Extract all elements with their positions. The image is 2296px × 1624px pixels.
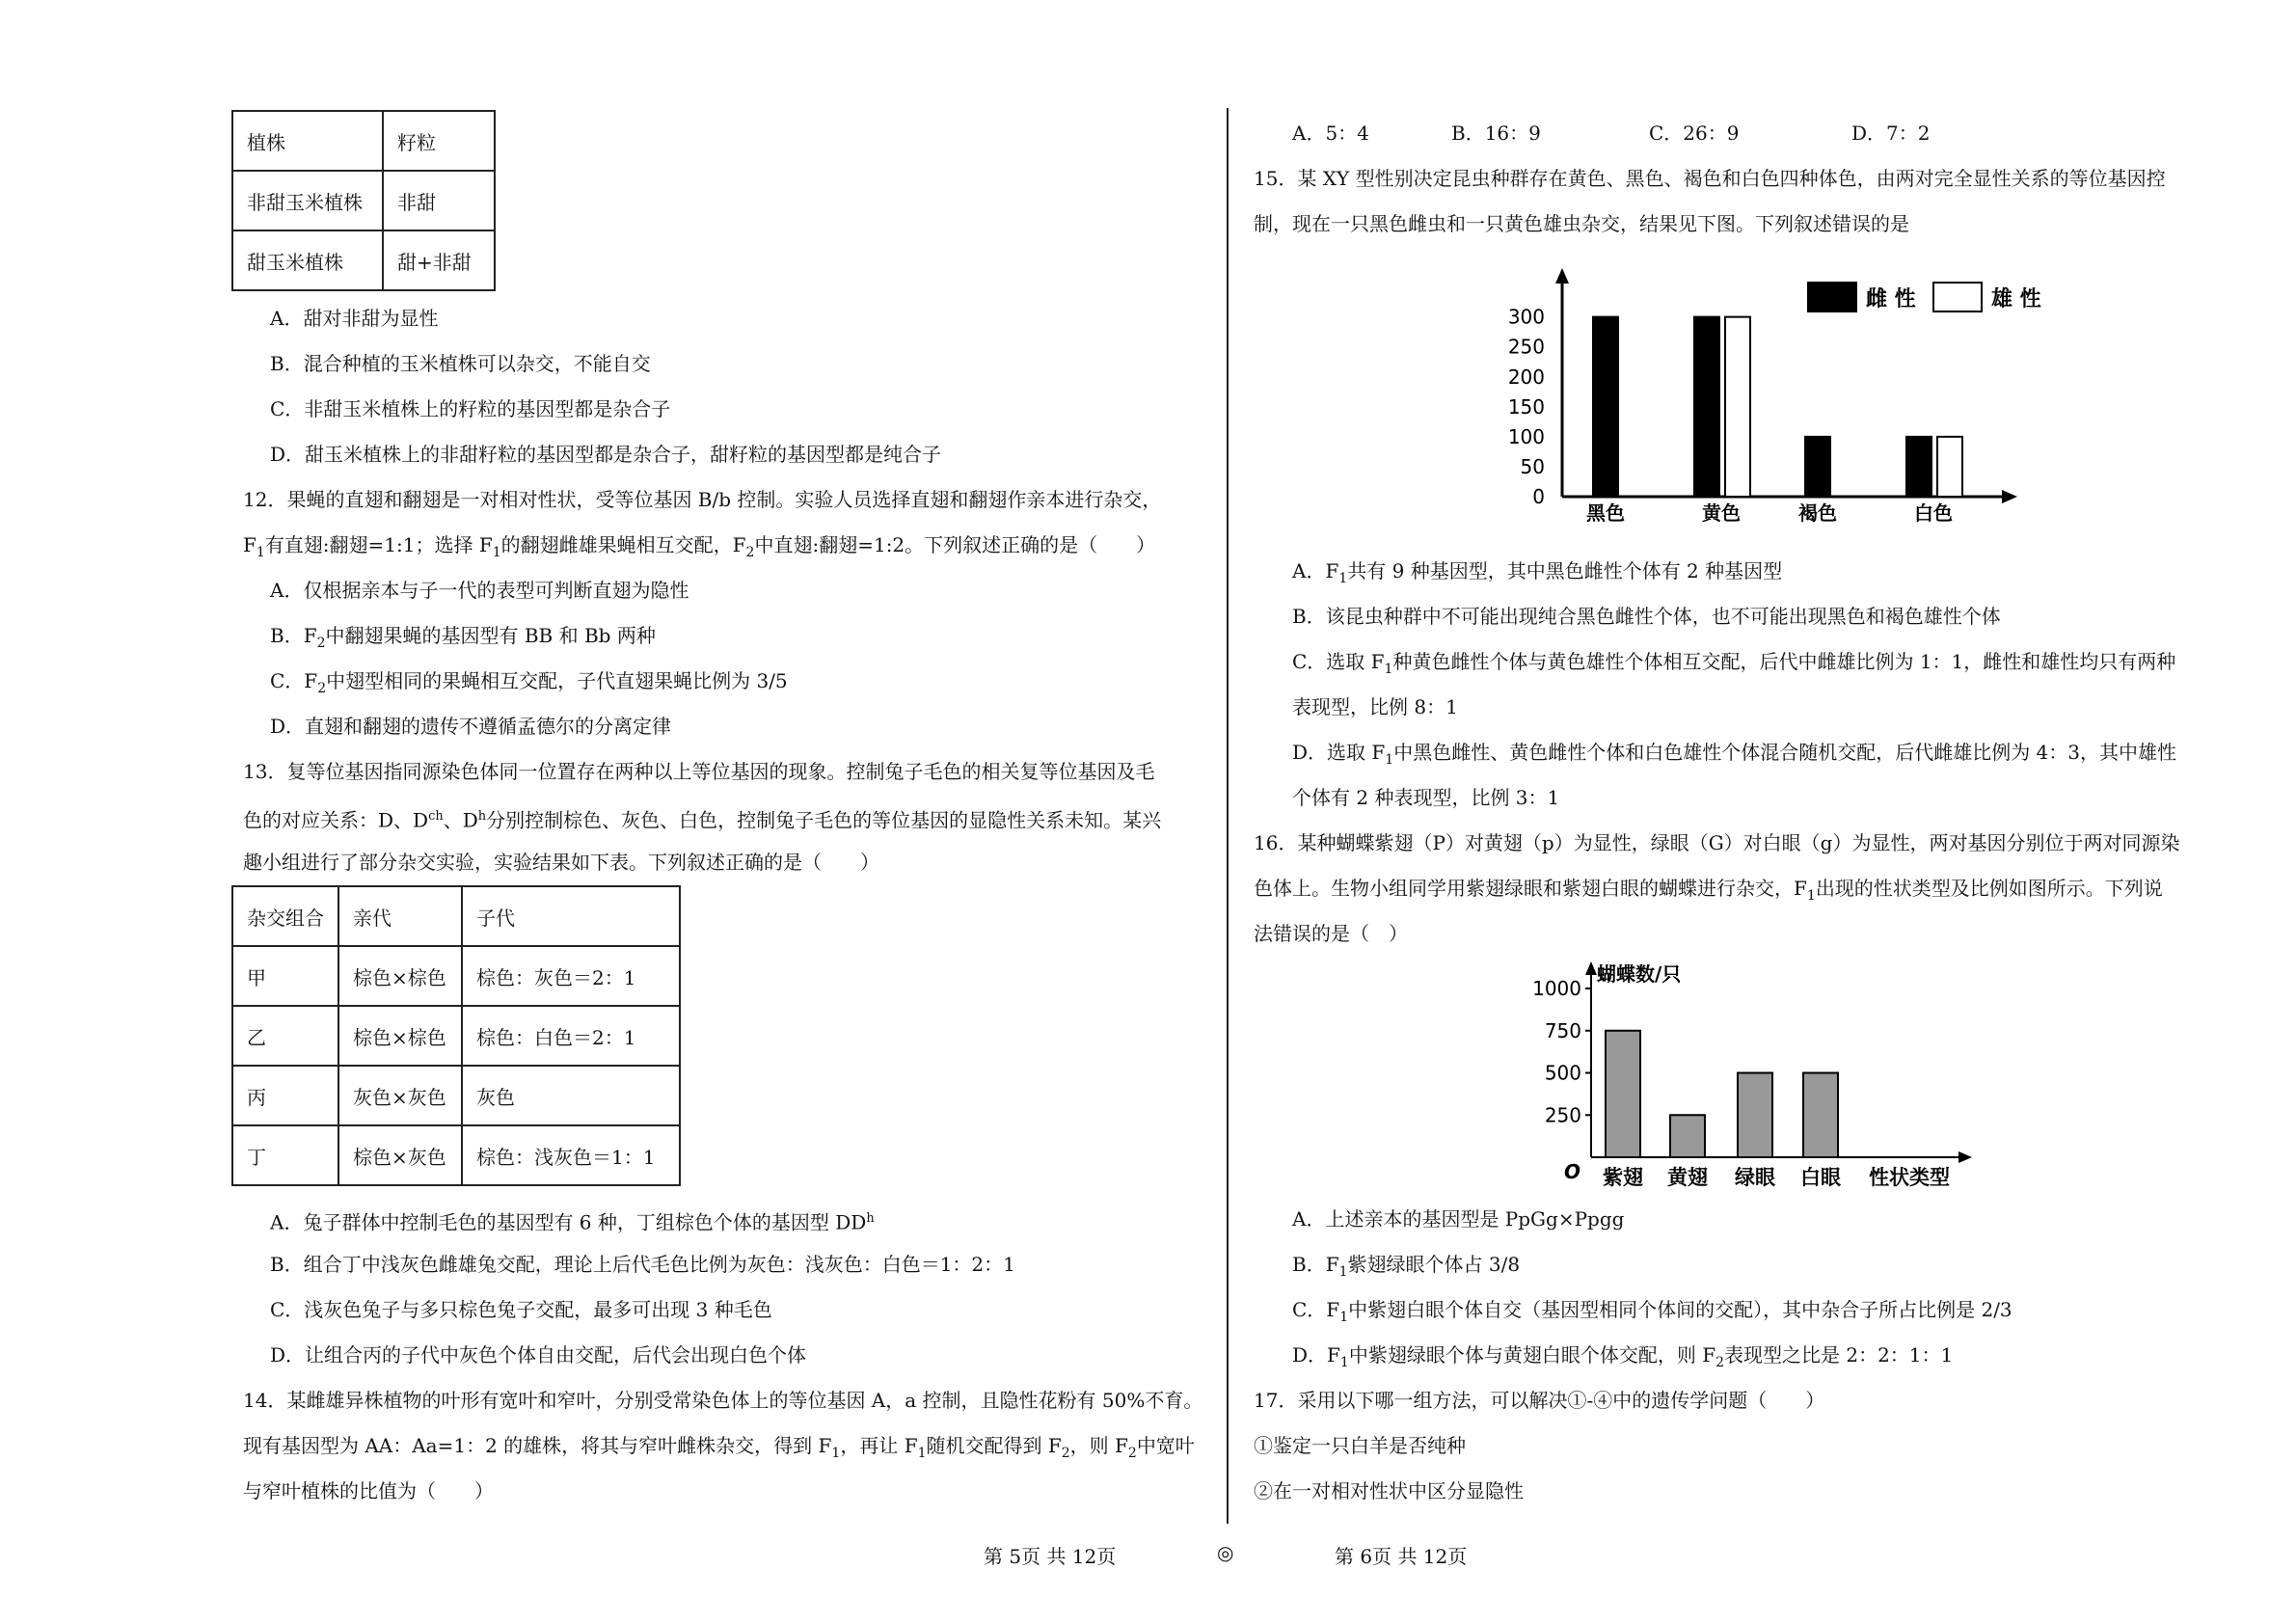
table-row [232,1006,680,1066]
q11-option-b: B．混合种植的玉米植株可以杂交，不能自交 [270,352,651,375]
table-cell: 棕色：白色＝2：1 [462,1006,680,1066]
q12-option-d: D．直翅和翻翅的遗传不遵循孟德尔的分离定律 [270,715,672,738]
y-tick-label: 500 [1544,1061,1581,1085]
footer-center-mark: ◎ [1217,1541,1234,1564]
butterfly-trait-chart [1504,960,1986,1196]
q13-stem-line1: 13．复等位基因指同源染色体同一位置存在两种以上等位基因的现象。控制兔子毛色的相关复等位基因及毛 [243,760,1155,783]
x-tick-label: 褐色 [1798,501,1837,525]
y-tick-label: 150 [1507,394,1545,419]
table-cell: 甲 [232,946,338,1006]
q14-stem-line1: 14．某雌雄异株植物的叶形有宽叶和窄叶，分别受常染色体上的等位基因 A，a 控制，且隐性花粉有 50%不育。 [243,1389,1203,1412]
q15-option-d: D．选取 $F_1$中黑色雌性、黄色雌性个体和白色雄性个体混合随机交配，后代雌雄比例为 4：3，其中雄性 [1292,741,2177,768]
bar [1606,1031,1640,1157]
q14-stem-line3: 与窄叶植株的比值为（ ） [243,1479,494,1502]
table-cell: 棕色×灰色 [338,1125,462,1185]
table-row [232,886,680,946]
y-axis-title: 蝴蝶数/只 [1597,962,1682,986]
bar-female [1694,317,1719,497]
q16-stem-line3: 法错误的是（ ） [1254,922,1408,945]
q17-stem: 17．采用以下哪一组方法，可以解决①-④中的遗传学问题（ ） [1254,1389,1825,1412]
q17-item-1: ①鉴定一只白羊是否纯种 [1254,1434,1466,1457]
q13-option-b: B．组合丁中浅灰色雌雄兔交配，理论上后代毛色比例为灰色：浅灰色：白色＝1：2：1 [270,1253,1015,1276]
legend-swatch-male [1933,283,1982,311]
x-tick-label: 黑色 [1586,501,1625,525]
bar [1803,1073,1838,1158]
table-row [232,111,495,171]
y-axis-arrow [1585,961,1597,975]
corn-table [231,110,496,291]
q14-stem-line2: 现有基因型为 AA：Aa=1：2 的雄株，将其与窄叶雌株杂交，得到 $F_1$，再让 $F_1$随机交配得到 $F_2$，则 $F_2$中宽叶 [243,1434,1195,1461]
table-cell: 甜+非甜 [383,230,495,290]
y-tick-label: 750 [1544,1018,1581,1042]
legend-label-male: 雄 性 [1991,287,2041,311]
q14-option-d: D．7：2 [1851,122,1931,145]
table-cell: 乙 [232,1006,338,1066]
y-tick-label: 50 [1520,454,1545,478]
q16-option-c: C．$F_1$中紫翅白眼个体自交（基因型相同个体间的交配），其中杂合子所占比例是 2/3 [1292,1298,2012,1325]
table-cell: 棕色：灰色＝2：1 [462,946,680,1006]
y-tick-label: 250 [1507,335,1545,359]
q16-option-b: B．$F_1$紫翅绿眼个体占 3/8 [1292,1253,1521,1280]
table-cell: 甜玉米植株 [232,230,383,290]
table-cell: 棕色：浅灰色＝1：1 [462,1125,680,1185]
q14-option-b: B．16：9 [1451,122,1541,145]
x-tick-label: 黄色 [1702,501,1741,525]
table-row [232,171,495,230]
table-row [232,230,495,290]
table-cell: 丙 [232,1066,338,1125]
q12-stem-line1: 12．果蝇的直翅和翻翅是一对相对性状，受等位基因 B/b 控制。实验人员选择直翅和翻翅作亲本进行杂交， [243,488,1162,511]
x-tick-label: 白眼 [1800,1166,1841,1189]
bar-female [1906,437,1931,497]
y-tick-label: 300 [1507,305,1545,329]
bar-female [1805,437,1830,497]
y-tick-label: 1000 [1532,977,1581,1000]
table-row [232,1125,680,1185]
q11-option-a: A．甜对非甜为显性 [270,307,439,330]
footer-page-left: 第 5页 共 12页 [984,1545,1117,1568]
rabbit-cross-table [231,885,681,1186]
x-axis-arrow [2002,490,2017,503]
q13-stem-line2: 色的对应关系：D、$D^{ch}$、$D^h$分别控制棕色、灰色、白色，控制兔子毛色的等位基因的显隐性关系未知。某兴 [243,808,1162,832]
y-axis-arrow [1555,268,1569,284]
bar-female [1593,317,1618,497]
bar [1738,1073,1772,1158]
q13-option-c: C．浅灰色兔子与多只棕色兔子交配，最多可出现 3 种毛色 [270,1298,772,1321]
q11-option-d: D．甜玉米植株上的非甜籽粒的基因型都是杂合子，甜籽粒的基因型都是纯合子 [270,443,942,466]
q15-option-c: C．选取 $F_1$种黄色雌性个体与黄色雄性个体相互交配，后代中雌雄比例为 1：1，雌性和雄性均只有两种 [1292,650,2176,677]
origin-label: O [1564,1160,1581,1183]
y-tick-label: 250 [1544,1103,1581,1127]
insect-color-chart [1446,265,2041,526]
legend-label-female: 雌 性 [1866,287,1916,311]
table-cell: 棕色×棕色 [338,1006,462,1066]
q16-option-d: D．$F_1$中紫翅绿眼个体与黄翅白眼个体交配，则 $F_2$表现型之比是 2：2：1：1 [1292,1343,1954,1370]
table-row [232,946,680,1006]
x-axis-title: 性状类型 [1869,1166,1950,1189]
table-cell: 灰色 [462,1066,680,1125]
table-header-cell: 籽粒 [383,111,495,171]
q16-stem-line2: 色体上。生物小组同学用紫翅绿眼和紫翅白眼的蝴蝶进行杂交，$F_1$出现的性状类型及比例如图所示。下列说 [1254,877,2163,904]
q14-option-a: A．5：4 [1292,122,1369,145]
column-divider [1227,108,1229,1524]
q13-option-a: A．兔子群体中控制毛色的基因型有 6 种，丁组棕色个体的基因型 $DD^h$ [270,1210,875,1234]
table-cell: 非甜 [383,171,495,230]
legend-swatch-female [1808,283,1856,311]
table-header-cell: 亲代 [338,886,462,946]
table-header-cell: 子代 [462,886,680,946]
q12-option-b: B．$F_2$中翻翅果蝇的基因型有 BB 和 Bb 两种 [270,624,656,651]
y-tick-label: 0 [1532,485,1545,508]
q14-option-c: C．26：9 [1649,122,1740,145]
q16-option-a: A．上述亲本的基因型是 PpGg×Ppgg [1292,1207,1625,1231]
q13-option-d: D．让组合丙的子代中灰色个体自由交配，后代会出现白色个体 [270,1343,807,1367]
bar [1670,1115,1705,1157]
table-row [232,1066,680,1125]
q16-stem-line1: 16．某种蝴蝶紫翅（P）对黄翅（p）为显性，绿眼（G）对白眼（g）为显性，两对基因分别位于两对同源染 [1254,831,2180,854]
y-tick-label: 200 [1507,365,1545,389]
q17-item-2: ②在一对相对性状中区分显隐性 [1254,1479,1524,1502]
table-cell: 非甜玉米植株 [232,171,383,230]
q12-option-c: C．$F_2$中翅型相同的果蝇相互交配，子代直翅果蝇比例为 3/5 [270,669,788,696]
q13-stem-line3: 趣小组进行了部分杂交实验，实验结果如下表。下列叙述正确的是（ ） [243,851,879,874]
table-cell: 棕色×棕色 [338,946,462,1006]
table-header-cell: 植株 [232,111,383,171]
x-tick-label: 紫翅 [1603,1166,1643,1189]
x-tick-label: 绿眼 [1735,1166,1775,1189]
table-cell: 丁 [232,1125,338,1185]
x-axis-arrow [1958,1151,1972,1163]
footer-page-right: 第 6页 共 12页 [1335,1545,1468,1568]
q15-option-b: B．该昆虫种群中不可能出现纯合黑色雌性个体，也不可能出现黑色和褐色雄性个体 [1292,605,2001,628]
y-tick-label: 100 [1507,424,1545,448]
q15-option-c-cont: 表现型，比例 8：1 [1292,695,1458,718]
q15-stem-line2: 制，现在一只黑色雌虫和一只黄色雄虫杂交，结果见下图。下列叙述错误的是 [1254,212,1909,235]
q12-stem-line2: $F_1$有直翅:翻翅=1:1；选择 $F_1$的翻翅雌雄果蝇相互交配，$F_2$中直翅:翻翅=1:2。下列叙述正确的是（ ） [243,533,1156,560]
x-tick-label: 黄翅 [1667,1166,1708,1189]
q15-option-a: A．$F_1$共有 9 种基因型，其中黑色雌性个体有 2 种基因型 [1292,559,1783,586]
bar-male [1937,437,1962,497]
q15-option-d-cont: 个体有 2 种表现型，比例 3：1 [1292,786,1560,809]
table-cell: 灰色×灰色 [338,1066,462,1125]
bar-male [1725,317,1750,497]
x-tick-label: 白色 [1914,501,1953,525]
table-header-cell: 杂交组合 [232,886,338,946]
q11-option-c: C．非甜玉米植株上的籽粒的基因型都是杂合子 [270,397,671,420]
q15-stem-line1: 15．某 XY 型性别决定昆虫种群存在黄色、黑色、褐色和白色四种体色，由两对完全显性关系的等位基因控 [1254,167,2166,190]
q12-option-a: A．仅根据亲本与子一代的表型可判断直翅为隐性 [270,579,689,602]
